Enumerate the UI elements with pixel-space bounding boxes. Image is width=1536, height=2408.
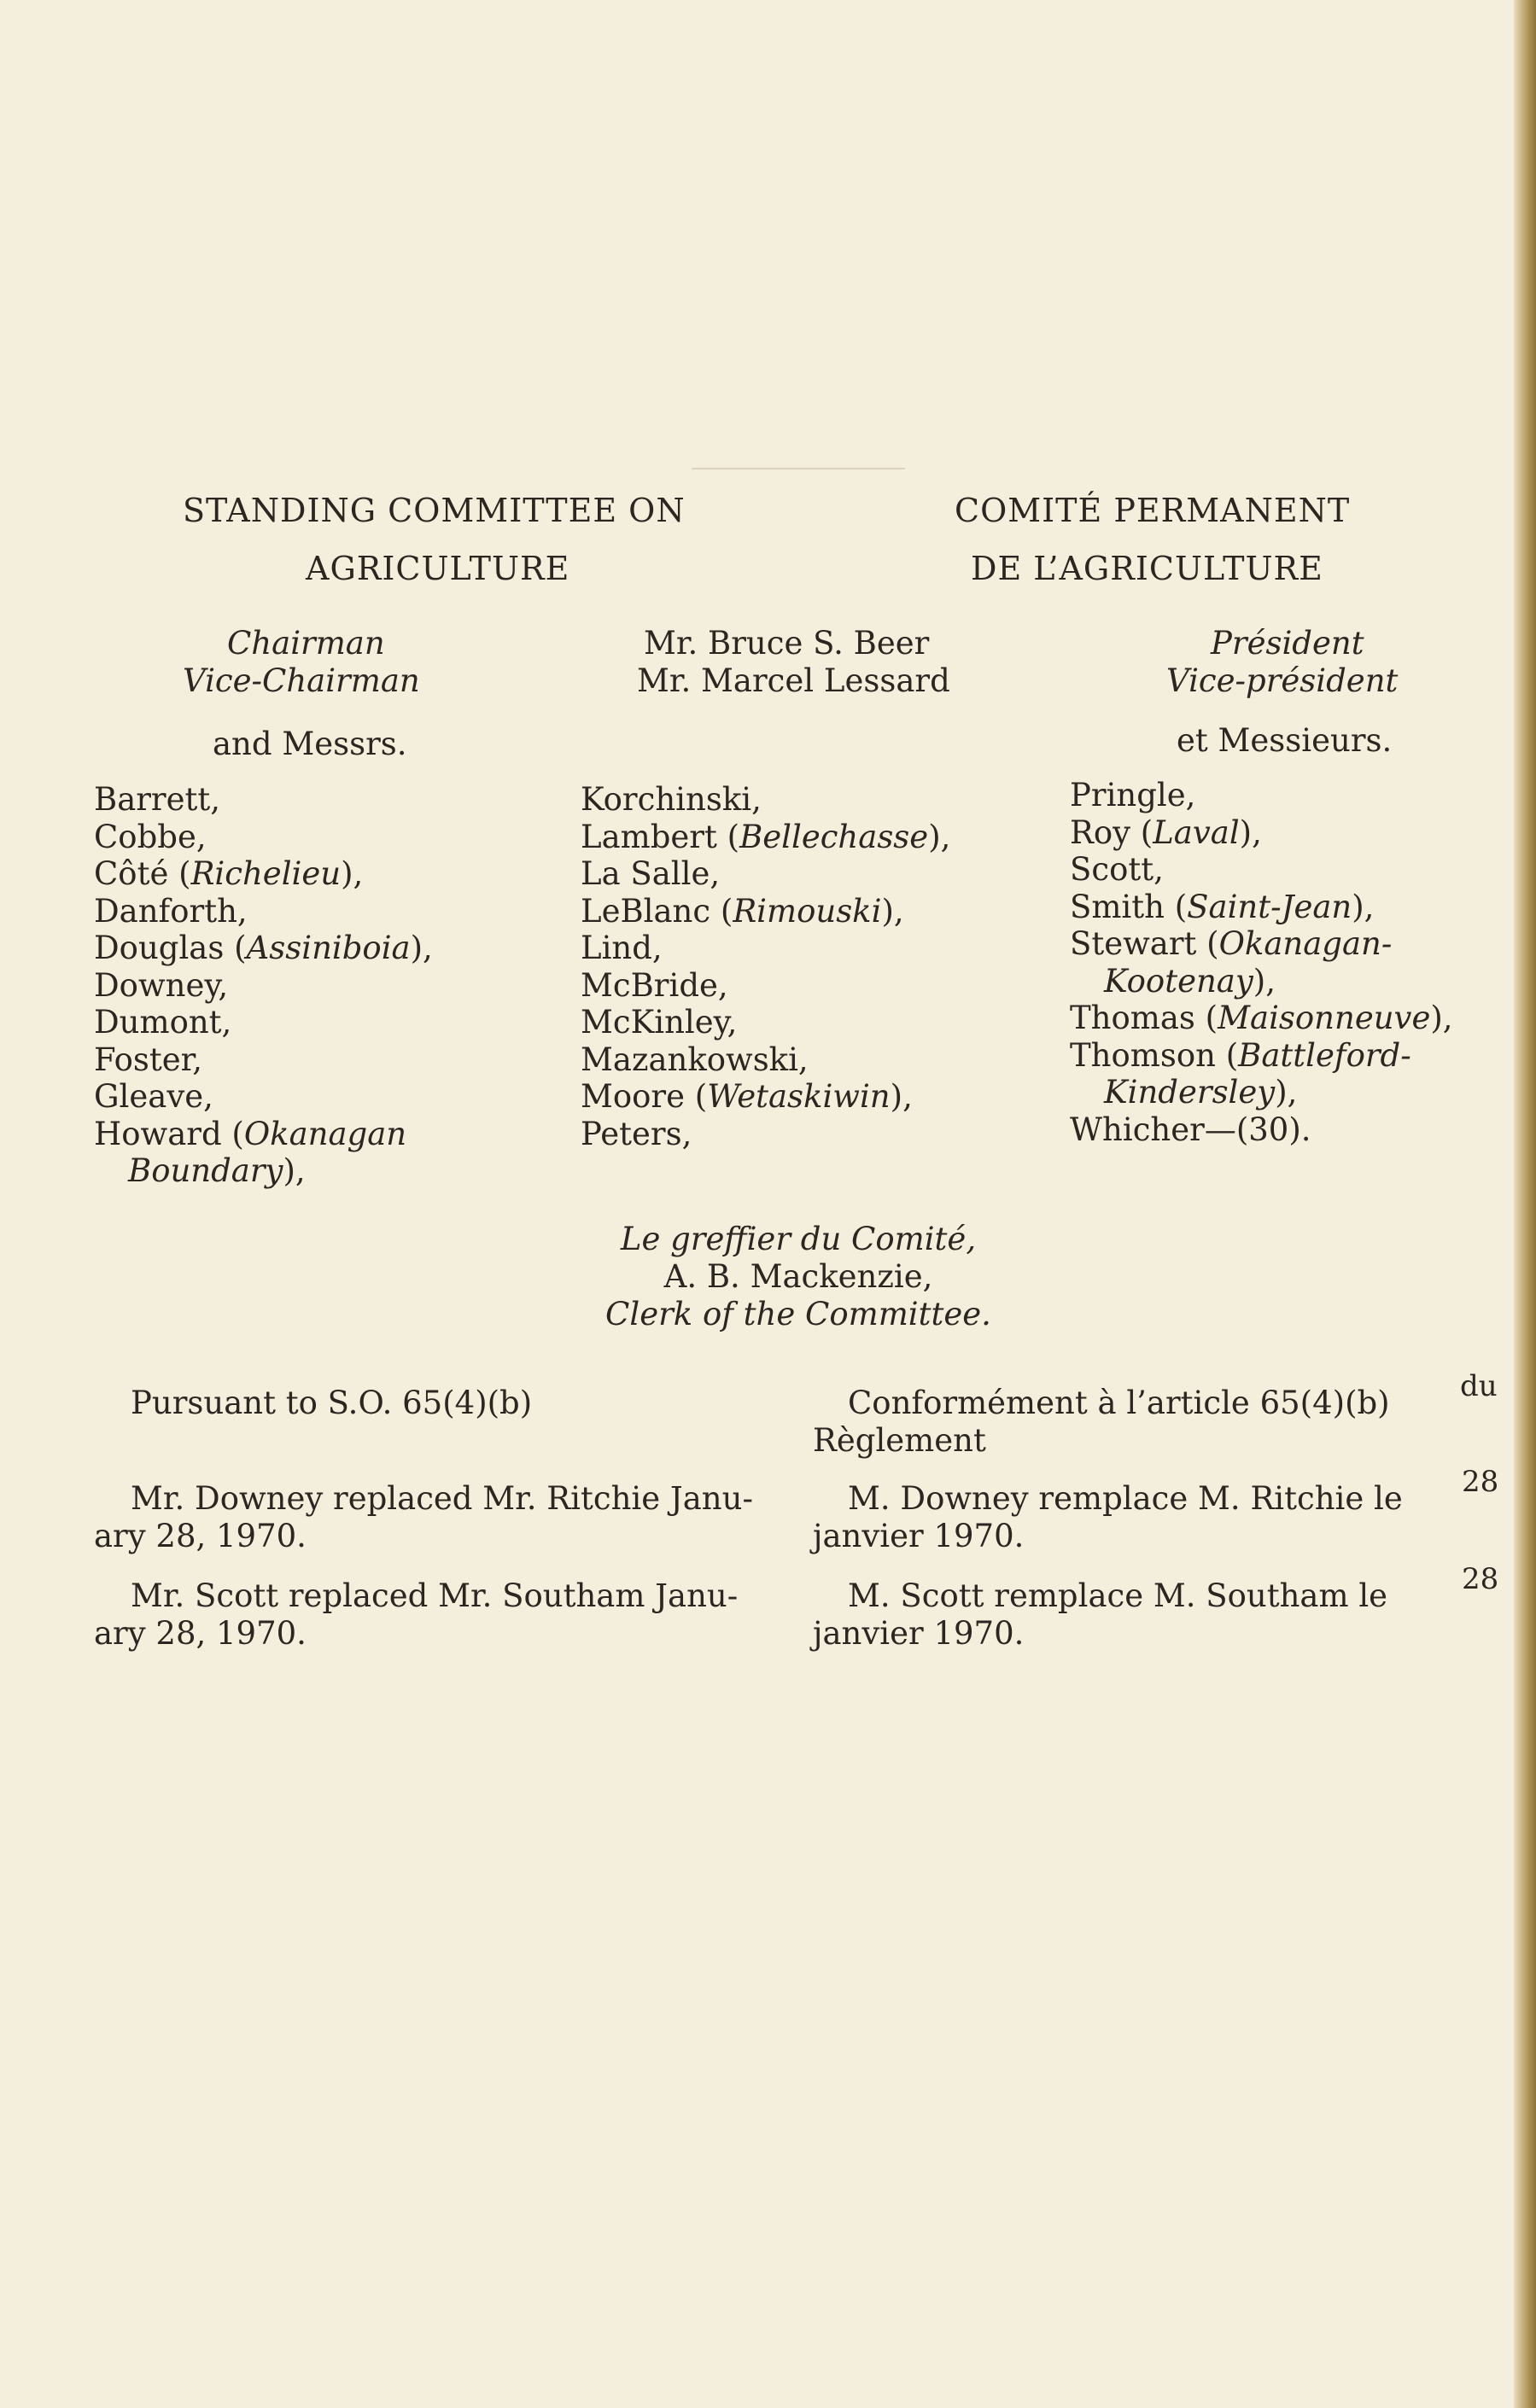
member-name: Lind,	[581, 930, 663, 966]
et-messieurs: et Messieurs.	[1177, 722, 1393, 759]
member-entry	[94, 893, 433, 930]
member-name: Korchinski,	[581, 781, 762, 818]
note-fr-downey-num: 28	[1462, 1465, 1499, 1499]
member-entry	[581, 967, 950, 1005]
member-name: Douglas (	[94, 930, 247, 966]
member-name: La Salle,	[581, 855, 721, 892]
member-name: Whicher—(30).	[1070, 1111, 1311, 1148]
member-entry	[581, 930, 950, 967]
member-suffix: ),	[1253, 962, 1276, 1000]
heading-en-line2: AGRICULTURE	[306, 550, 570, 587]
member-entry	[1070, 1000, 1453, 1037]
member-suffix: ),	[1430, 1000, 1453, 1036]
member-name: Howard (	[94, 1115, 244, 1152]
vice-chairman-name: Mr. Marcel Lessard	[637, 662, 950, 699]
member-name: Foster,	[94, 1041, 203, 1078]
note-fr-downey-line2: janvier 1970.	[813, 1518, 1025, 1554]
member-riding: Okanagan-	[1218, 925, 1393, 962]
member-name: Côté (	[94, 855, 191, 892]
member-entry	[1070, 814, 1453, 852]
member-entry	[94, 1041, 433, 1079]
heading-en-line1: STANDING COMMITTEE ON	[183, 492, 686, 529]
member-name: Lambert (	[581, 818, 740, 855]
member-name: Gleave,	[94, 1078, 213, 1115]
member-name: Barrett,	[94, 781, 221, 818]
note-fr-pursuant-line2: Règlement	[813, 1422, 986, 1459]
note-fr-downey-line1: M. Downey remplace M. Ritchie le	[848, 1480, 1403, 1517]
member-riding: Kootenay	[1104, 962, 1253, 1000]
member-suffix: ),	[410, 930, 433, 966]
member-entry	[581, 1004, 950, 1041]
note-fr-scott-num: 28	[1462, 1562, 1499, 1596]
member-entry	[94, 1078, 433, 1116]
clerk-title-en: Clerk of the Committee.	[605, 1296, 991, 1332]
member-name: Moore (	[581, 1078, 708, 1115]
member-entry	[1070, 1111, 1453, 1149]
member-entry	[1070, 925, 1453, 963]
member-entry	[94, 819, 433, 856]
vice-chairman-label-fr: Vice-président	[1166, 662, 1399, 699]
chairman-label-fr: Président	[1211, 625, 1364, 662]
member-riding: Battleford-	[1238, 1036, 1411, 1074]
member-riding: Richelieu	[190, 855, 342, 892]
heading-fr-line1: COMITÉ PERMANENT	[955, 492, 1351, 529]
member-name: Dumont,	[94, 1004, 232, 1041]
note-en-scott-line1: Mr. Scott replaced Mr. Southam Janu-	[131, 1577, 739, 1614]
member-suffix: ),	[890, 1078, 913, 1115]
note-en-scott-line2: ary 28, 1970.	[94, 1615, 307, 1652]
member-entry	[1070, 777, 1453, 814]
member-riding: Assiniboia	[246, 930, 411, 966]
clerk-title-fr: Le greffier du Comité,	[620, 1221, 977, 1257]
member-name: Smith (	[1070, 888, 1188, 925]
member-entry	[581, 1116, 950, 1153]
member-riding: Saint-Jean	[1187, 888, 1352, 925]
member-suffix: ),	[1275, 1074, 1298, 1111]
note-fr-pursuant-line1: Conformément à l’article 65(4)(b)	[848, 1385, 1390, 1421]
member-entry	[94, 1152, 433, 1190]
and-messrs: and Messrs.	[213, 726, 407, 762]
member-suffix: ),	[283, 1152, 306, 1189]
member-entry	[1070, 963, 1453, 1000]
member-entry	[1070, 889, 1453, 926]
member-entry	[581, 1041, 950, 1079]
member-name: Pringle,	[1070, 777, 1196, 813]
member-entry	[581, 819, 950, 856]
member-name: LeBlanc (	[581, 892, 733, 930]
member-name: Mazankowski,	[581, 1041, 809, 1078]
member-name: Scott,	[1070, 851, 1164, 888]
member-name: Danforth,	[94, 892, 248, 930]
member-entry	[1070, 1037, 1453, 1075]
member-name: Peters,	[581, 1115, 692, 1152]
member-entry	[581, 893, 950, 930]
clerk-name: A. B. Mackenzie,	[663, 1258, 933, 1295]
member-entry	[94, 781, 433, 819]
member-name: Cobbe,	[94, 818, 207, 855]
member-suffix: ),	[1239, 813, 1262, 851]
heading-fr-line2: DE L’AGRICULTURE	[971, 550, 1323, 587]
member-riding: Boundary	[128, 1152, 283, 1189]
member-riding: Laval	[1153, 813, 1240, 851]
member-list-col3	[1070, 777, 1453, 1148]
member-entry	[581, 781, 950, 819]
member-entry	[94, 930, 433, 967]
member-suffix: ),	[1352, 888, 1375, 925]
member-riding: Maisonneuve	[1218, 1000, 1431, 1036]
member-name: Downey,	[94, 966, 229, 1004]
vice-chairman-label-en: Vice-Chairman	[183, 662, 420, 699]
member-riding: Okanagan	[243, 1115, 407, 1152]
member-name: Thomas (	[1070, 1000, 1218, 1036]
member-riding: Wetaskiwin	[707, 1078, 891, 1115]
member-name: McKinley,	[581, 1004, 738, 1041]
note-en-pursuant: Pursuant to S.O. 65(4)(b)	[131, 1385, 533, 1421]
member-entry	[581, 855, 950, 893]
chairman-label-en: Chairman	[227, 625, 385, 662]
member-entry	[94, 1004, 433, 1041]
chairman-name: Mr. Bruce S. Beer	[644, 625, 930, 662]
note-fr-scott-line2: janvier 1970.	[813, 1615, 1025, 1652]
divider-rule	[692, 468, 905, 469]
member-suffix: ),	[928, 818, 951, 855]
member-entry	[94, 855, 433, 893]
note-fr-scott-line1: M. Scott remplace M. Southam le	[848, 1577, 1388, 1614]
note-en-downey-line1: Mr. Downey replaced Mr. Ritchie Janu-	[131, 1480, 753, 1517]
member-name: McBride,	[581, 966, 728, 1004]
member-entry	[1070, 851, 1453, 889]
member-name: Thomson (	[1070, 1036, 1239, 1074]
member-entry	[581, 1078, 950, 1116]
member-riding: Rimouski	[733, 892, 882, 930]
member-suffix: ),	[881, 892, 904, 930]
member-list-col1	[94, 781, 433, 1190]
member-name: Roy (	[1070, 813, 1153, 851]
member-name: Stewart (	[1070, 925, 1219, 962]
member-riding: Kindersley	[1104, 1074, 1276, 1111]
member-entry	[94, 1116, 433, 1153]
note-en-downey-line2: ary 28, 1970.	[94, 1518, 307, 1554]
member-list-col2	[581, 781, 950, 1152]
note-fr-pursuant-du: du	[1460, 1369, 1498, 1403]
page-edge	[1514, 0, 1536, 2408]
member-riding: Bellechasse	[739, 818, 929, 855]
member-entry	[1070, 1074, 1453, 1111]
member-suffix: ),	[341, 855, 364, 892]
member-entry	[94, 967, 433, 1005]
